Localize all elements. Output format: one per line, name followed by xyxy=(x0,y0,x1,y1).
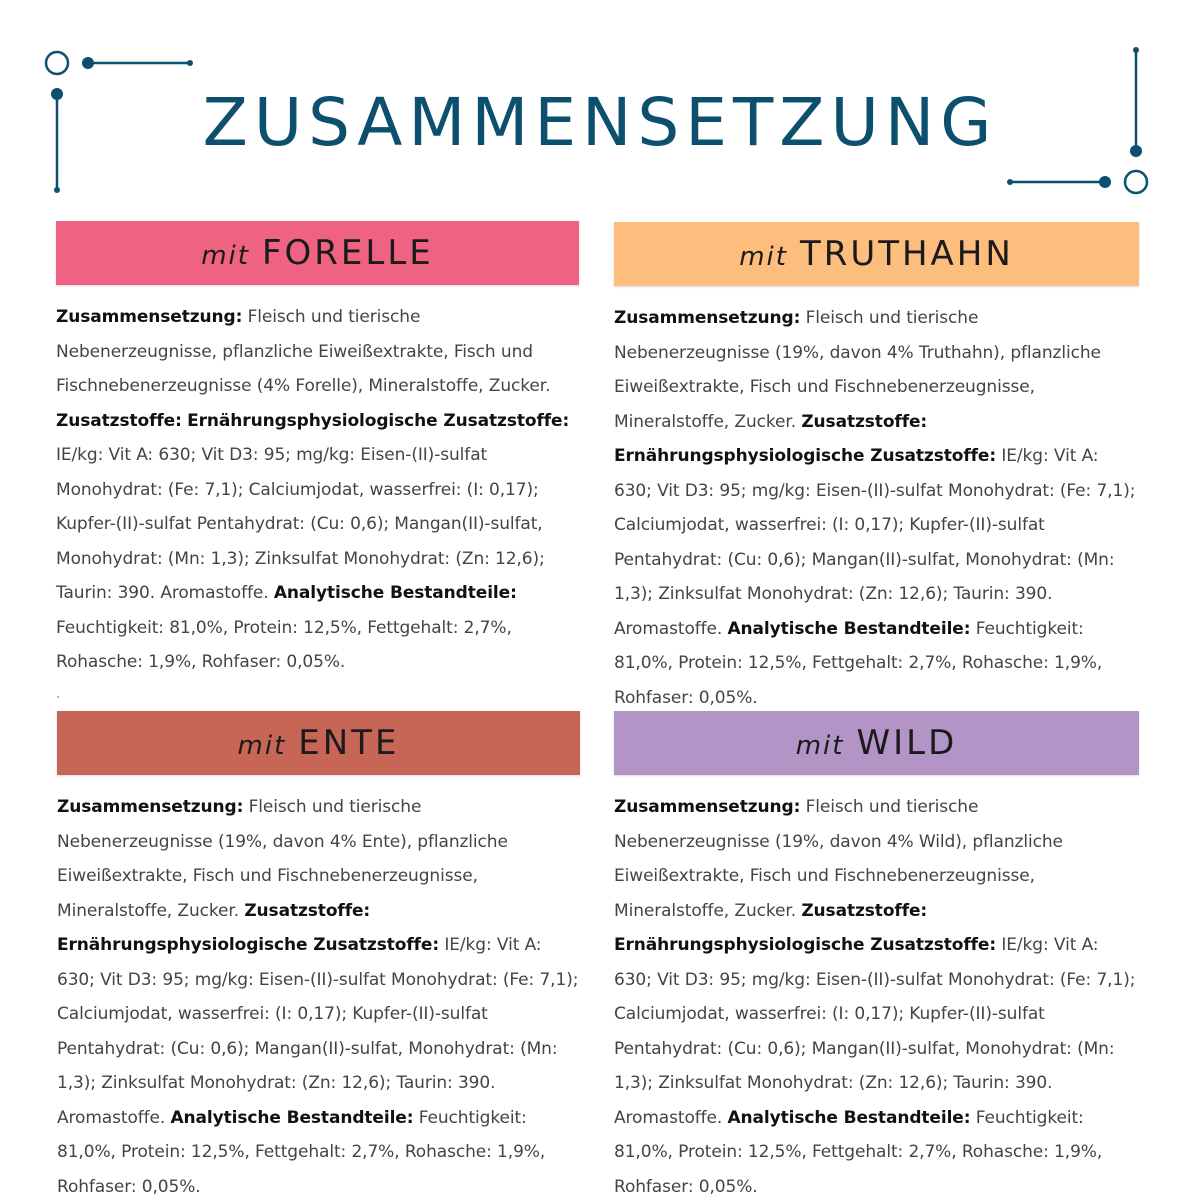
label-nutritional-additives: Ernährungsphysiologische Zusatzstoffe: xyxy=(187,410,570,431)
label-nutritional-additives: Ernährungsphysiologische Zusatzstoffe: xyxy=(614,935,997,955)
banner-name: FORELLE xyxy=(261,233,434,273)
analytical-body: Feuchtigkeit: 81,0%, Protein: 12,5%, Fettgehalt: 2,7%, Rohasche: 1,9%, Rohfaser: 0,05%. xyxy=(614,618,1103,708)
label-analytical: Analytische Bestandteile: xyxy=(727,1107,971,1128)
banner-ente xyxy=(57,711,580,775)
stray-dot xyxy=(57,696,59,698)
banner-prefix: mit xyxy=(739,242,788,272)
banner-forelle xyxy=(56,221,579,285)
label-composition: Zusammensetzung: xyxy=(614,797,801,817)
card-truthahn xyxy=(614,222,1139,715)
banner-name: TRUTHAHN xyxy=(799,234,1014,274)
card-forelle xyxy=(56,221,579,680)
composition-text-truthahn xyxy=(614,301,1139,715)
banner-name: ENTE xyxy=(298,723,400,763)
label-nutritional-additives: Ernährungsphysiologische Zusatzstoffe: xyxy=(57,935,440,955)
composition-text-forelle xyxy=(56,300,579,680)
composition-body: Fleisch und tierische Nebenerzeugnisse, pflanzliche Eiweißextrakte, Fisch und Fischnebenerzeugnisse (4% Forelle), Mineralstoffe, Zucker. xyxy=(56,307,551,396)
analytical-body: Feuchtigkeit: 81,0%, Protein: 12,5%, Fettgehalt: 2,7%, Rohasche: 1,9%, Rohfaser: 0,05%. xyxy=(614,1107,1103,1197)
analytical-body: Feuchtigkeit: 81,0%, Protein: 12,5%, Fettgehalt: 2,7%, Rohasche: 1,9%, Rohfaser: 0,05%. xyxy=(56,617,512,672)
label-composition: Zusammensetzung: xyxy=(56,307,243,327)
label-analytical: Analytische Bestandteile: xyxy=(170,1107,414,1128)
label-nutritional-additives: Ernährungsphysiologische Zusatzstoffe: xyxy=(614,446,997,466)
label-composition: Zusammensetzung: xyxy=(57,797,244,817)
label-additives: Zusatzstoffe: xyxy=(244,900,371,921)
page-title: ZUSAMMENSETZUNG xyxy=(202,84,998,161)
label-composition: Zusammensetzung: xyxy=(614,308,801,328)
composition-body: Fleisch und tierische Nebenerzeugnisse (19%, davon 4% Wild), pflanzliche Eiweißextrakte, Fisch und Fischnebenerzeugnisse, Mineralstoffe, Zucker. xyxy=(614,797,1063,921)
card-wild xyxy=(614,711,1139,1204)
additives-body: IE/kg: Vit A: 630; Vit D3: 95; mg/kg: Eisen-(II)-sulfat Monohydrat: (Fe: 7,1); Calciumjodat, wasserfrei: (I: 0,17); Kupfer-(II)-sulfat Pentahydrat: (Cu: 0,6); Mangan(II)-sulfat, Monohydrat: (Mn: 1,3); Zinksulfat Monohydrat: (Zn: 12,6); Taurin: 390. Aromastoffe. xyxy=(56,445,545,603)
card-ente xyxy=(57,711,580,1204)
label-analytical: Analytische Bestandteile: xyxy=(727,618,971,639)
composition-text-ente xyxy=(57,790,580,1204)
composition-text-wild xyxy=(614,790,1139,1204)
label-additives: Zusatzstoffe: xyxy=(56,410,182,431)
analytical-body: Feuchtigkeit: 81,0%, Protein: 12,5%, Fettgehalt: 2,7%, Rohasche: 1,9%, Rohfaser: 0,05%. xyxy=(57,1107,546,1197)
label-analytical: Analytische Bestandteile: xyxy=(273,583,517,603)
composition-body: Fleisch und tierische Nebenerzeugnisse (19%, davon 4% Truthahn), pflanzliche Eiweißextrakte, Fisch und Fischnebenerzeugnisse, Mineralstoffe, Zucker. xyxy=(614,308,1101,432)
label-additives: Zusatzstoffe: xyxy=(801,900,928,921)
banner-prefix: mit xyxy=(237,731,287,761)
banner-prefix: mit xyxy=(795,731,845,761)
banner-name: WILD xyxy=(856,723,958,763)
composition-body: Fleisch und tierische Nebenerzeugnisse (19%, davon 4% Ente), pflanzliche Eiweißextrakte, Fisch und Fischnebenerzeugnisse, Mineralstoffe, Zucker. xyxy=(57,797,508,921)
label-additives: Zusatzstoffe: xyxy=(801,411,928,432)
additives-body: IE/kg: Vit A: 630; Vit D3: 95; mg/kg: Eisen-(II)-sulfat Monohydrat: (Fe: 7,1); Calciumjodat, wasserfrei: (I: 0,17); Kupfer-(II)-sulfat Pentahydrat: (Cu: 0,6); Mangan(II)-sulfat, Monohydrat: (Mn: 1,3); Zinksulfat Monohydrat: (Zn: 12,6); Taurin: 390. Aromastoffe. xyxy=(57,935,579,1128)
banner-wild xyxy=(614,711,1139,775)
additives-body: IE/kg: Vit A: 630; Vit D3: 95; mg/kg: Eisen-(II)-sulfat Monohydrat: (Fe: 7,1); Calciumjodat, wasserfrei: (I: 0,17); Kupfer-(II)-sulfat Pentahydrat: (Cu: 0,6); Mangan(II)-sulfat, Monohydrat: (Mn: 1,3); Zinksulfat Monohydrat: (Zn: 12,6); Taurin: 390. Aromastoffe. xyxy=(614,935,1136,1128)
banner-prefix: mit xyxy=(201,241,250,271)
additives-body: IE/kg: Vit A: 630; Vit D3: 95; mg/kg: Eisen-(II)-sulfat Monohydrat: (Fe: 7,1); Calciumjodat, wasserfrei: (I: 0,17); Kupfer-(II)-sulfat Pentahydrat: (Cu: 0,6); Mangan(II)-sulfat, Monohydrat: (Mn: 1,3); Zinksulfat Monohydrat: (Zn: 12,6); Taurin: 390. Aromastoffe. xyxy=(614,446,1136,639)
banner-truthahn xyxy=(614,222,1139,286)
